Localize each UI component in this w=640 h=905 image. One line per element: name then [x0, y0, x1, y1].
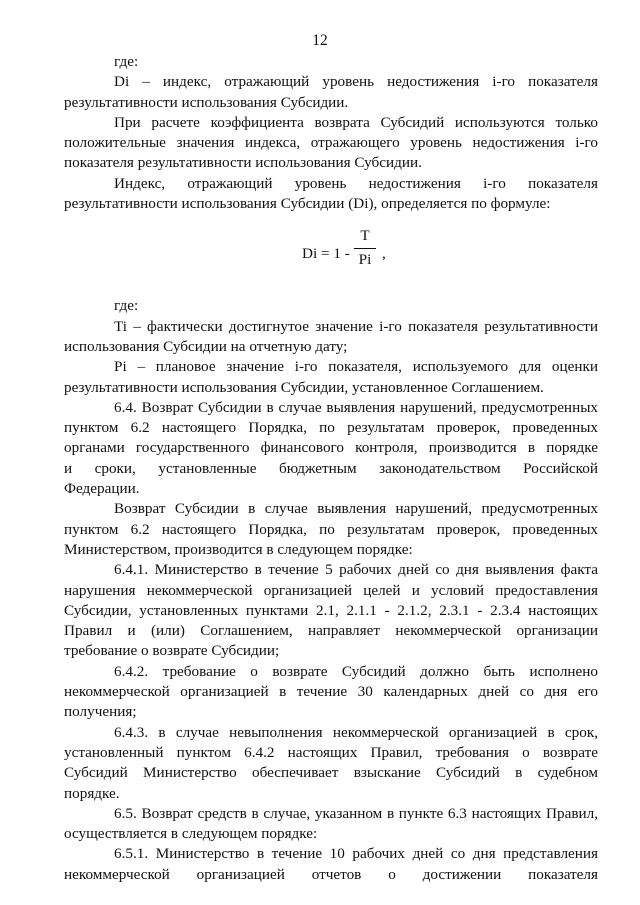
paragraph-positive-values	[64, 113, 598, 174]
clause-6-5	[64, 804, 598, 845]
paragraph-line: Министерством, производится в следующем порядке:	[64, 540, 413, 558]
paragraph-line: установленный пунктом 6.4.2 настоящих Правил, требования о возврате	[64, 743, 598, 761]
formula-fraction	[354, 226, 376, 270]
paragraph-line: 6.4.3. в случае невыполнения некоммерческой организацией в срок,	[114, 723, 598, 741]
paragraph-line: и сроки, установленные бюджетным законодательством Российской	[64, 459, 598, 477]
formula-di	[64, 214, 598, 296]
paragraph-line: нарушения некоммерческой организацией целей и условий предоставления	[64, 581, 598, 599]
paragraph-line: порядке.	[64, 784, 120, 802]
paragraph-line: некоммерческой организацией отчетов о достижении показателя	[64, 865, 598, 883]
paragraph-line: пунктом 6.2 настоящего Порядка, по результатам проверок, проведенных	[64, 520, 598, 538]
clause-6-4-3	[64, 723, 598, 804]
paragraph-line: 6.4. Возврат Субсидии в случае выявления нарушений, предусмотренных	[114, 398, 598, 416]
paragraph-line: Субсидии, установленных пунктами 2.1, 2.1.1 - 2.1.2, 2.3.1 - 2.3.4 настоящих	[64, 601, 598, 619]
where-label-1: где:	[114, 53, 139, 70]
paragraph-line: При расчете коэффициента возврата Субсидий используются только	[114, 113, 598, 131]
paragraph-line: результативности использования Субсидии, установленное Соглашением.	[64, 378, 544, 396]
di-definition-line: результативности использования Субсидии.	[64, 93, 349, 111]
paragraph-line: осуществляется в следующем порядке:	[64, 825, 318, 843]
clause-6-4-1	[64, 560, 598, 661]
page-number: 12	[312, 32, 328, 49]
formula-comma: ,	[382, 245, 386, 263]
paragraph-line: использования Субсидии на отчетную дату;	[64, 337, 348, 355]
clause-6-4	[64, 398, 598, 499]
paragraph-line: Pi – плановое значение i-го показателя, используемого для оценки	[114, 358, 598, 376]
clause-6-4-2	[64, 662, 598, 723]
formula-denominator: Pi	[358, 250, 372, 268]
ti-definition	[64, 317, 598, 358]
paragraph-line: положительные значения индекса, отражающего уровень недостижения i-го	[64, 134, 598, 152]
paragraph-line: требование о возврате Субсидии;	[64, 642, 280, 660]
paragraph-line: 6.4.1. Министерство в течение 5 рабочих дней со дня выявления факта	[114, 561, 598, 579]
paragraph-line: Правил и (или) Соглашением, направляет некоммерческой организации	[64, 622, 598, 640]
formula-numerator: T	[360, 227, 370, 245]
formula-lhs: Di = 1 -	[302, 245, 350, 263]
paragraph-line: Возврат Субсидии в случае выявления нарушений, предусмотренных	[114, 500, 598, 518]
paragraph-line: некоммерческой организацией в течение 30 календарных дней со дня его	[64, 683, 598, 701]
fraction-bar	[354, 248, 376, 249]
where-label-2: где:	[114, 297, 139, 315]
paragraph-line: 6.4.2. требование о возврате Субсидий должно быть исполнено	[114, 662, 598, 680]
paragraph-line: показателя результативности использования Субсидии.	[64, 154, 422, 172]
paragraph-line: пунктом 6.2 настоящего Порядка, по результатам проверок, проведенных	[64, 419, 598, 437]
paragraph-line: Федерации.	[64, 480, 140, 498]
clause-6-5-1	[64, 844, 598, 885]
paragraph-line: Ti – фактически достигнутое значение i-го показателя результативности	[114, 317, 598, 335]
document-body	[64, 52, 598, 885]
paragraph-line: Субсидий Министерство обеспечивает взыскание Субсидий в судебном	[64, 764, 598, 782]
paragraph-line: Индекс, отражающий уровень недостижения i-го показателя	[114, 174, 598, 192]
paragraph-line: результативности использования Субсидии (Di), определяется по формуле:	[64, 195, 551, 213]
paragraph-index-formula-intro	[64, 174, 598, 215]
paragraph-return-ministry	[64, 499, 598, 560]
di-definition-line: Di – индекс, отражающий уровень недостижения i-го показателя	[114, 73, 598, 91]
paragraph-line: органами государственного финансового контроля, производится в порядке	[64, 439, 598, 457]
pi-definition	[64, 357, 598, 398]
paragraph-line: получения;	[64, 703, 137, 721]
di-definition	[64, 72, 598, 113]
paragraph-line: 6.5.1. Министерство в течение 10 рабочих дней со дня представления	[114, 845, 598, 863]
paragraph-line: 6.5. Возврат средств в случае, указанном в пункте 6.3 настоящих Правил,	[114, 804, 598, 822]
